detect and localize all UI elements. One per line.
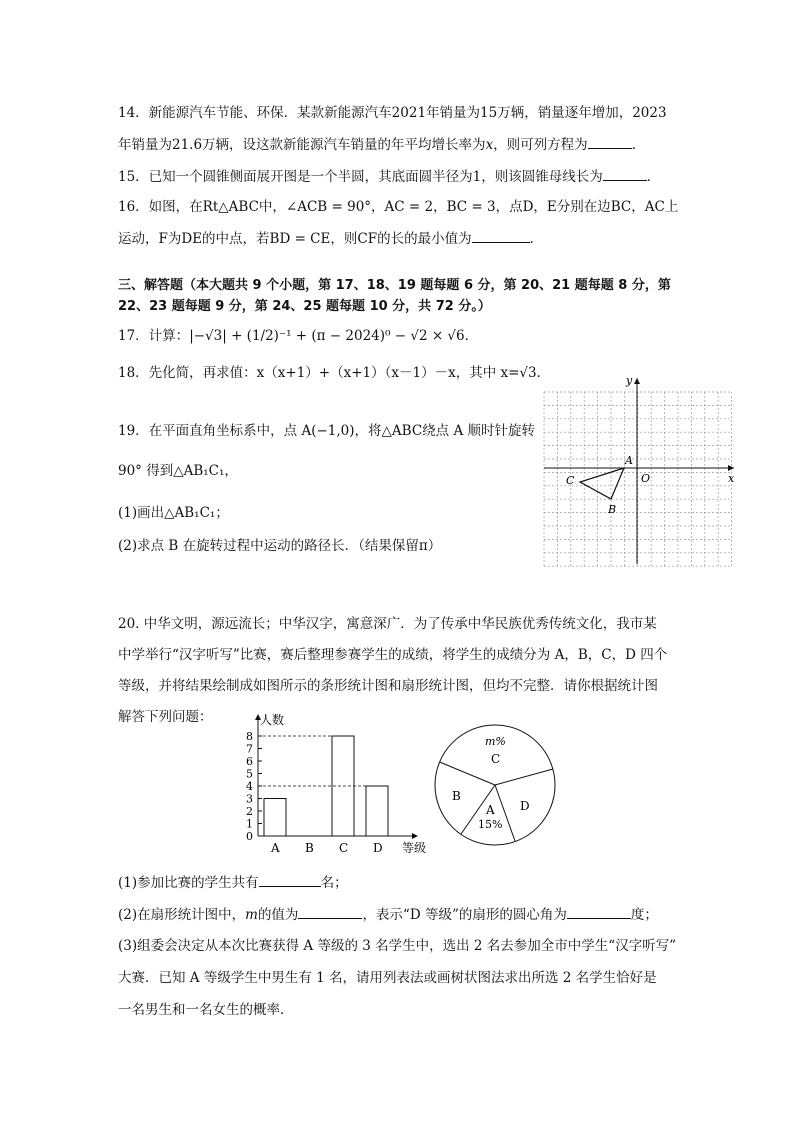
bar-chart-xlabel: 等级 (402, 841, 427, 855)
answer-blank[interactable] (588, 134, 632, 149)
pie-divider-cd (495, 769, 553, 785)
pie-divider-cb (440, 762, 495, 785)
pie-divider-ad (495, 785, 515, 841)
q20-part3-line2: 大赛．已知 A 等级学生中男生有 1 名，请用列表法或画树状图法求出所选 2 名学生恰好是 (118, 970, 657, 986)
pie-slice-a-value: 15% (478, 818, 503, 831)
pie-chart (432, 722, 558, 848)
pie-slice-c-value: m% (485, 735, 506, 748)
answer-blank[interactable] (567, 904, 631, 919)
y-tick-label: 6 (246, 755, 253, 768)
y-tick-label: 2 (246, 805, 253, 818)
q20-line1: 20. 中华文明，源远流长；中华汉字，寓意深广．为了传承中华民族优秀传统文化，我市某 (118, 616, 657, 632)
bar-A (264, 799, 286, 837)
y-tick-label: 8 (246, 730, 253, 743)
y-tick-label: 0 (246, 830, 253, 843)
q20-part1: (1)参加比赛的学生共有 名； (118, 872, 348, 893)
y-tick-label: 3 (246, 792, 253, 806)
q20-line4: 解答下列问题： (118, 709, 213, 725)
y-axis-label: y (626, 374, 633, 387)
x-category-label: C (339, 841, 349, 855)
y-tick-label: 5 (246, 767, 253, 781)
q19-line1: 19．在平面直角坐标系中，点 A(−1,0)，将△ABC绕点 A 顺时针旋转 (118, 423, 535, 439)
x-axis-label: x (728, 472, 735, 485)
x-axis-arrow (728, 465, 734, 471)
q18-line: 18．先化简，再求值：x（x+1）+（x+1）（x－1）－x，其中 x=√3． (118, 365, 551, 381)
pie-slice-d-label: D (520, 799, 530, 813)
pie-slice-c-label: C (491, 752, 501, 766)
point-b-label: B (608, 503, 617, 516)
answer-blank[interactable] (298, 904, 362, 919)
q17-line: 17．计算：|−√3| + (1/2)⁻¹ + (π − 2024)⁰ − √2 × √6． (118, 328, 479, 344)
origin-label: O (641, 472, 651, 485)
pie-slice-a-label: A (486, 803, 495, 817)
x-category-label: D (373, 841, 383, 855)
y-tick-label: 1 (246, 817, 253, 831)
bar-chart (238, 710, 438, 860)
q16-line1: 16．如图，在Rt△ABC中，∠ACB = 90°，AC = 2，BC = 3，点D，E分别在边BC，AC上 (118, 199, 679, 215)
q20-part3-line3: 一名男生和一名女生的概率． (118, 1002, 294, 1018)
q20-line3: 等级，并将结果绘制成如图所示的条形统计图和扇形统计图，但均不完整．请你根据统计图 (118, 678, 658, 694)
y-axis-arrow (634, 378, 640, 384)
q19-part2: (2)求点 B 在旋转过程中运动的路径长．（结果保留π） (118, 538, 442, 554)
bar-chart-x-arrow (412, 833, 418, 839)
y-tick-label: 4 (246, 780, 253, 793)
q19-part1: (1)画出△AB₁C₁； (118, 505, 229, 521)
pie-slice-b-label: B (452, 789, 461, 803)
q14-line1: 14．新能源汽车节能、环保．某款新能源汽车2021年销量为15万辆，销量逐年增加，2023 (118, 105, 667, 121)
section3-heading-line2: 22、23 题每题 9 分，第 24、25 题每题 10 分，共 72 分。） (118, 299, 491, 314)
q19-line2: 90° 得到△AB₁C₁， (118, 463, 238, 479)
answer-blank[interactable] (259, 872, 321, 887)
q20-line2: 中学举行“汉字听写”比赛，赛后整理参赛学生的成绩，将学生的成绩分为 A，B，C，D 四个 (118, 647, 668, 663)
point-a-label: A (625, 454, 633, 467)
coordinate-grid-figure (540, 372, 740, 572)
q15-line: 15．已知一个圆锥侧面展开图是一个半圆，其底面圆半径为1，则该圆锥母线长为 ． (118, 166, 660, 187)
q20-part2: (2)在扇形统计图中，m的值为 ，表示“D 等级”的扇形的圆心角为 度； (118, 904, 658, 925)
x-category-label: A (271, 841, 280, 855)
answer-blank[interactable] (472, 228, 530, 243)
answer-blank[interactable] (603, 166, 647, 181)
q16-line2: 运动，F为DE的中点，若BD = CE，则CF的长的最小值为 ． (118, 228, 543, 249)
bar-D (366, 786, 388, 836)
point-c-label: C (566, 474, 575, 487)
x-category-label: B (305, 841, 314, 855)
q20-part3-line1: (3)组委会决定从本次比赛获得 A 等级的 3 名学生中，选出 2 名去参加全市中学生“汉字听写” (118, 938, 677, 954)
bar-chart-ylabel: 人数 (260, 713, 285, 727)
q14-line2: 年销量为21.6万辆，设这款新能源汽车销量的年平均增长率为x，则可列方程为 ． (118, 134, 645, 155)
section3-heading-line1: 三、解答题（本大题共 9 个小题，第 17、18、19 题每题 6 分，第 20、21 题每题 8 分，第 (118, 278, 671, 293)
y-tick-label: 7 (246, 742, 253, 756)
